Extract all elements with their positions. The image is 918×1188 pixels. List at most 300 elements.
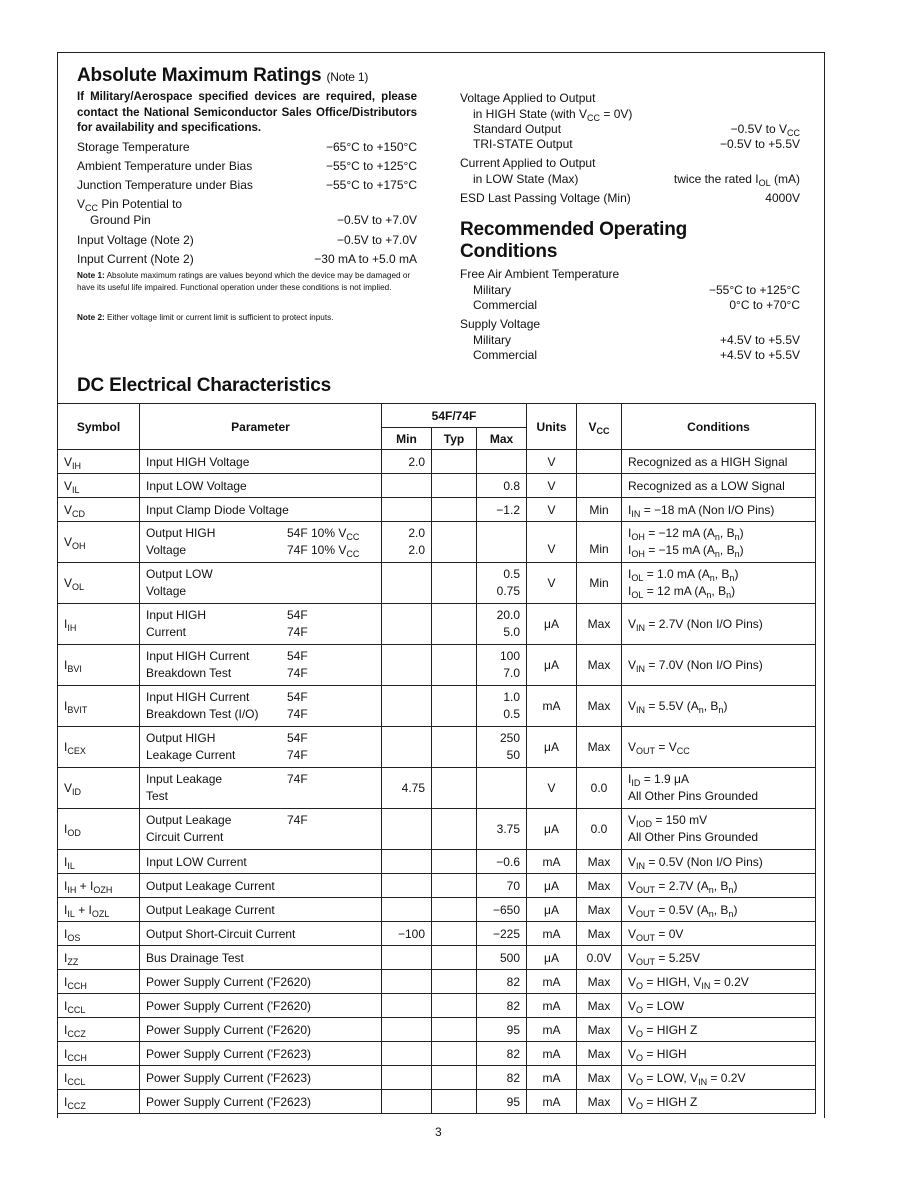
param-iod (140, 809, 382, 850)
sym-iccl2: $I_{CCL}$ (58, 1066, 140, 1090)
param-vid-2: Test (146, 789, 169, 803)
typ-ibvi (432, 645, 477, 686)
cond-iil-text: = 0.5V (Non I/O Pins) (648, 854, 763, 869)
dev-ibvi-2: 74F (287, 666, 308, 680)
sym-icch2: $I_{CCH}$ (58, 1042, 140, 1066)
max-vih (477, 450, 527, 474)
typ-icch2 (432, 1042, 477, 1066)
param-izz: Bus Drainage Test (140, 946, 382, 970)
cond-iil: $V_{IN} = 0.5V$ (Non I/O Pins) (622, 850, 816, 874)
param-ibvit (140, 686, 382, 727)
param-voh-line1 (146, 525, 375, 542)
header-parameter: Parameter (140, 404, 382, 450)
vcc-ibvit: Max (577, 686, 622, 727)
cond-iccl2-text: = LOW, (646, 1070, 687, 1085)
row-vid (58, 768, 816, 809)
input-current-row (77, 252, 417, 266)
min-iozh (382, 874, 432, 898)
storage-value: −65°C to +150°C (326, 140, 417, 154)
cond-iod-1: $V_{IOD} = 150$ mV (628, 813, 708, 829)
max-iozl: −650 (477, 898, 527, 922)
param-iih (140, 604, 382, 645)
param-ibvi-line1 (146, 648, 375, 665)
cond-voh-1-text: = −12 mA (A (648, 526, 715, 540)
param-ibvi-line2 (146, 665, 375, 682)
typ-icex (432, 727, 477, 768)
typ-vih (432, 450, 477, 474)
dev-icex-2: 74F (287, 748, 308, 762)
param-iozh: Output Leakage Current (140, 874, 382, 898)
cond-iccz2: $V_O$ = HIGH Z (622, 1090, 816, 1114)
cond-iccl2-text-b: = 0.2V (710, 1070, 746, 1085)
cond-ios: $V_{OUT} = 0V$ (622, 922, 816, 946)
dev-vid: 74F (287, 772, 308, 786)
min-voh-2: 2.0 (408, 543, 425, 557)
min-icch2 (382, 1042, 432, 1066)
note-1-label: Note 1: (77, 271, 105, 280)
sym-izz: $I_{ZZ}$ (58, 946, 140, 970)
sym-voh: $V_{OH}$ (58, 522, 140, 563)
com-volt-row (473, 348, 800, 362)
param-iccz2: Power Supply Current ('F2623) (140, 1090, 382, 1114)
cond-iccz1: $V_O$ = HIGH Z (622, 1018, 816, 1042)
max-ibvi (477, 645, 527, 686)
cao-value-text: twice the rated (673, 172, 752, 186)
param-vid (140, 768, 382, 809)
param-icex-line1 (146, 730, 375, 747)
param-iccl1: Power Supply Current ('F2620) (140, 994, 382, 1018)
cond-vol (622, 563, 816, 604)
param-iccz1: Power Supply Current ('F2620) (140, 1018, 382, 1042)
sym-vol: $V_{OL}$ (58, 563, 140, 604)
units-vil: V (527, 474, 577, 498)
row-iih (58, 604, 816, 645)
cond-vid (622, 768, 816, 809)
cond-iccl2: $V_O$ = LOW, $V_{IN} = 0.2V$ (622, 1066, 816, 1090)
input-voltage-label: Input Voltage (Note 2) (77, 233, 194, 247)
typ-iccz2 (432, 1090, 477, 1114)
param-vid-1: Input Leakage (146, 772, 223, 786)
max-ibvit-1: 1.0 (503, 690, 520, 704)
cond-vol-1: $I_{OL} = 1.0$ mA ($A_n$, $B_n$) (628, 567, 739, 583)
dev-iih-2: 74F (287, 625, 308, 639)
cond-icex-text: = (658, 739, 666, 754)
param-vol-2: Voltage (146, 584, 187, 598)
cond-iccl1: $V_O$ = LOW (622, 994, 816, 1018)
cond-iozh: $V_{OUT} = 2.7V$ ($A_n$, $B_n$) (622, 874, 816, 898)
row-icex (58, 727, 816, 768)
units-vih: V (527, 450, 577, 474)
cao-label2: in LOW State (Max) (473, 172, 579, 186)
param-ibvit-2: Breakdown Test (I/O) (146, 707, 259, 721)
max-ios: −225 (477, 922, 527, 946)
dev-iod: 74F (287, 813, 308, 827)
min-vil (382, 474, 432, 498)
vcc-ibvi: Max (577, 645, 622, 686)
min-vid: 4.75 (382, 768, 432, 809)
note-2 (77, 312, 417, 324)
typ-vid (432, 768, 477, 809)
row-iozh (58, 874, 816, 898)
typ-iozh (432, 874, 477, 898)
vcc-iil: Max (577, 850, 622, 874)
param-ibvit-line2 (146, 706, 375, 723)
cao-label1: Current Applied to Output (460, 156, 596, 170)
com-volt-value: +4.5V to +5.5V (719, 348, 800, 362)
cond-iccz1-text: = HIGH Z (646, 1022, 698, 1037)
max-ibvi-1: 100 (499, 649, 520, 663)
min-iozl (382, 898, 432, 922)
tri-row (473, 137, 800, 151)
cond-iccz2-text: = HIGH Z (646, 1094, 698, 1109)
dc-header-row-1 (58, 404, 816, 428)
sym-ibvi: $I_{BVI}$ (58, 645, 140, 686)
min-iccz1 (382, 1018, 432, 1042)
header-typ: Typ (432, 428, 477, 450)
units-iih: μA (527, 604, 577, 645)
cao-row (473, 172, 800, 186)
std-output-value: −0.5V to $V_{CC}$ (730, 122, 800, 138)
max-iccl1: 82 (477, 994, 527, 1018)
vcc-pin-value: −0.5V to +7.0V (336, 213, 417, 227)
com-temp-row (473, 298, 800, 312)
units-vol: V (527, 563, 577, 604)
param-iil: Input LOW Current (140, 850, 382, 874)
typ-voh (432, 522, 477, 563)
param-iccl2: Power Supply Current ('F2623) (140, 1066, 382, 1090)
max-icch1: 82 (477, 970, 527, 994)
units-voh: V (527, 522, 577, 563)
min-voh-1: 2.0 (408, 526, 425, 540)
units-ios: mA (527, 922, 577, 946)
min-iccl2 (382, 1066, 432, 1090)
ambient-row (77, 159, 417, 173)
junction-value: −55°C to +175°C (326, 178, 417, 192)
row-iod (58, 809, 816, 850)
sym-iccz1: $I_{CCZ}$ (58, 1018, 140, 1042)
tri-label: TRI-STATE Output (473, 137, 573, 151)
cao-value-unit: (mA) (774, 172, 800, 186)
mil-volt-label: Military (473, 333, 511, 347)
sym-icex: $I_{CEX}$ (58, 727, 140, 768)
vcc-vih (577, 450, 622, 474)
max-icch2: 82 (477, 1042, 527, 1066)
typ-vol (432, 563, 477, 604)
vcc-pin-label1-text: Pin Potential to (101, 197, 183, 211)
units-iccl1: mA (527, 994, 577, 1018)
min-vih: 2.0 (382, 450, 432, 474)
typ-izz (432, 946, 477, 970)
header-max: Max (477, 428, 527, 450)
vcc-izz: 0.0V (577, 946, 622, 970)
header-conditions: Conditions (622, 404, 816, 450)
dev-voh-2-text: 74F 10% (287, 543, 336, 557)
vcc-icch1: Max (577, 970, 622, 994)
mil-temp-row (473, 283, 800, 297)
param-voh-2: Voltage (146, 543, 187, 557)
min-iih (382, 604, 432, 645)
cond-icex: $V_{OUT} = V_{CC}$ (622, 727, 816, 768)
cond-ibvit: $V_{IN} = 5.5V$ ($A_n$, $B_n$) (622, 686, 816, 727)
sym-iozl: $I_{IL} + I_{OZL}$ (58, 898, 140, 922)
sym-vil: $V_{IL}$ (58, 474, 140, 498)
cond-vcd-text: = −18 mA (Non I/O Pins) (643, 502, 775, 517)
header-symbol: Symbol (58, 404, 140, 450)
param-icex-2: Leakage Current (146, 748, 236, 762)
dev-ibvit-1: 54F (287, 690, 308, 704)
vcc-icex: Max (577, 727, 622, 768)
sym-vcd: $V_{CD}$ (58, 498, 140, 522)
mil-volt-row (473, 333, 800, 347)
vcc-pin-row (77, 213, 417, 227)
military-note: If Military/Aerospace specified devices are required, please contact the National Semiconductor Sales Office/Distributors for availability and specifications. (77, 91, 417, 134)
sym-iod: $I_{OD}$ (58, 809, 140, 850)
cond-iccl1-text: = LOW (646, 998, 685, 1013)
vao-label2: in HIGH State (with $V_{CC} = 0V$) (473, 107, 633, 123)
max-iih (477, 604, 527, 645)
abs-max-title-text: Absolute Maximum Ratings (77, 65, 322, 86)
cond-izz-text: = 5.25V (658, 950, 701, 965)
cond-icch1-text-b: = 0.2V (713, 974, 749, 989)
max-iod: 3.75 (477, 809, 527, 850)
vao-label1: Voltage Applied to Output (460, 91, 596, 105)
units-iccz2: mA (527, 1090, 577, 1114)
cond-izz: $V_{OUT} = 5.25V$ (622, 946, 816, 970)
sym-icch1: $I_{CCH}$ (58, 970, 140, 994)
std-output-row (473, 122, 800, 136)
input-current-value: −30 mA to +5.0 mA (314, 252, 417, 266)
min-iccl1 (382, 994, 432, 1018)
cond-voh (622, 522, 816, 563)
min-icex (382, 727, 432, 768)
dev-ibvi-1: 54F (287, 649, 308, 663)
vcc-iccl2: Max (577, 1066, 622, 1090)
row-vcd (58, 498, 816, 522)
note-1-text: Absolute maximum ratings are values beyond which the device may be damaged or have its useful life impaired. Functional operation under these conditions is not implied. (77, 271, 411, 292)
param-ibvi (140, 645, 382, 686)
dc-table (57, 403, 816, 1114)
vcc-vid: 0.0 (577, 768, 622, 809)
row-voh (58, 522, 816, 563)
dev-voh-1-text: 54F 10% (287, 526, 336, 540)
typ-iccz1 (432, 1018, 477, 1042)
min-iil (382, 850, 432, 874)
max-vid (477, 768, 527, 809)
param-icch2: Power Supply Current ('F2623) (140, 1042, 382, 1066)
row-icch1 (58, 970, 816, 994)
max-voh (477, 522, 527, 563)
typ-ibvit (432, 686, 477, 727)
max-iozh: 70 (477, 874, 527, 898)
cao-value: twice the rated $I_{OL}$ (mA) (673, 172, 800, 188)
cond-voh-1: $I_{OH} = -12$ mA ($A_n$, $B_n$) (628, 526, 744, 542)
min-ios: −100 (382, 922, 432, 946)
cond-vih: Recognized as a HIGH Signal (622, 450, 816, 474)
vao-label2-text: in HIGH State (with (473, 107, 576, 121)
cond-icch1-text: = HIGH, (646, 974, 691, 989)
input-current-label: Input Current (Note 2) (77, 252, 194, 266)
typ-vil (432, 474, 477, 498)
std-output-label: Standard Output (473, 122, 562, 136)
units-izz: μA (527, 946, 577, 970)
sym-iccz2: $I_{CCZ}$ (58, 1090, 140, 1114)
row-ibvit (58, 686, 816, 727)
row-iil (58, 850, 816, 874)
row-vil (58, 474, 816, 498)
input-voltage-value: −0.5V to +7.0V (336, 233, 417, 247)
cond-voh-2: $I_{OH} = -15$ mA ($A_n$, $B_n$) (628, 543, 744, 559)
max-ibvit-2: 0.5 (503, 707, 520, 721)
param-ibvi-1: Input HIGH Current (146, 649, 250, 663)
row-ibvi (58, 645, 816, 686)
max-icex-1: 250 (499, 731, 520, 745)
row-icch2 (58, 1042, 816, 1066)
row-iozl (58, 898, 816, 922)
units-ibvi: μA (527, 645, 577, 686)
note-1 (77, 270, 417, 293)
tri-value: −0.5V to +5.5V (719, 137, 800, 151)
max-iih-2: 5.0 (503, 625, 520, 639)
param-icex (140, 727, 382, 768)
row-vih (58, 450, 816, 474)
cond-icch2: $V_O$ = HIGH (622, 1042, 816, 1066)
units-iozh: μA (527, 874, 577, 898)
cond-vol-2: $I_{OL} = 12$ mA ($A_n$, $B_n$) (628, 584, 736, 600)
param-ibvi-2: Breakdown Test (146, 666, 232, 680)
param-voh-line2 (146, 542, 375, 559)
row-ios (58, 922, 816, 946)
param-voh-1: Output HIGH (146, 526, 216, 540)
sym-iozh: $I_{IH} + I_{OZH}$ (58, 874, 140, 898)
cond-ios-text: = 0V (658, 926, 684, 941)
max-ibvi-2: 7.0 (503, 666, 520, 680)
cond-vil: Recognized as a LOW Signal (622, 474, 816, 498)
mil-volt-value: +4.5V to +5.5V (719, 333, 800, 347)
faat-label: Free Air Ambient Temperature (460, 267, 620, 281)
dc-title: DC Electrical Characteristics (77, 375, 331, 396)
vcc-iih: Max (577, 604, 622, 645)
mil-temp-label: Military (473, 283, 511, 297)
cond-iozh-text: = 2.7V (A (658, 878, 709, 893)
param-vil: Input LOW Voltage (140, 474, 382, 498)
com-volt-label: Commercial (473, 348, 538, 362)
vcc-iozl: Max (577, 898, 622, 922)
typ-vcd (432, 498, 477, 522)
cond-vcd: $I_{IN} = -18$ mA (Non I/O Pins) (622, 498, 816, 522)
row-vol (58, 563, 816, 604)
param-icch1: Power Supply Current ('F2620) (140, 970, 382, 994)
vcc-pin-label2: Ground Pin (90, 213, 151, 227)
sym-iih: $I_{IH}$ (58, 604, 140, 645)
rec-title: Recommended Operating Conditions (460, 219, 688, 262)
vcc-iccz2: Max (577, 1090, 622, 1114)
vcc-vol: Min (577, 563, 622, 604)
units-iozl: μA (527, 898, 577, 922)
units-icch2: mA (527, 1042, 577, 1066)
cond-vid-1-text: = 1.9 μA (643, 772, 689, 786)
row-izz (58, 946, 816, 970)
param-voh (140, 522, 382, 563)
cond-vid-2: All Other Pins Grounded (628, 789, 759, 803)
esd-label: ESD Last Passing Voltage (Min) (460, 191, 631, 205)
param-icex-1: Output HIGH (146, 731, 216, 745)
max-iih-1: 20.0 (496, 608, 520, 622)
cond-iih-text: = 2.7V (Non I/O Pins) (648, 616, 763, 631)
storage-row (77, 140, 417, 154)
param-iod-2: Circuit Current (146, 830, 224, 844)
units-ibvit: mA (527, 686, 577, 727)
cond-vol-2-text: = 12 mA (A (646, 584, 707, 598)
junction-row (77, 178, 417, 192)
param-vcd: Input Clamp Diode Voltage (140, 498, 382, 522)
max-icex (477, 727, 527, 768)
sym-ios: $I_{OS}$ (58, 922, 140, 946)
cond-iih: $V_{IN} = 2.7V$ (Non I/O Pins) (622, 604, 816, 645)
cond-ibvit-text: = 5.5V (A (648, 698, 699, 713)
std-output-value-text: −0.5V to (730, 122, 776, 136)
min-ibvi (382, 645, 432, 686)
vcc-vcd: Min (577, 498, 622, 522)
vcc-pin-label1: $V_{CC}$ Pin Potential to (77, 197, 183, 213)
dev-icex-1: 54F (287, 731, 308, 745)
param-iih-line2 (146, 624, 375, 641)
sym-iil: $I_{IL}$ (58, 850, 140, 874)
sym-vih: $V_{IH}$ (58, 450, 140, 474)
vcc-ios: Max (577, 922, 622, 946)
typ-icch1 (432, 970, 477, 994)
dev-ibvit-2: 74F (287, 707, 308, 721)
sym-ibvit: $I_{BVIT}$ (58, 686, 140, 727)
max-ibvit (477, 686, 527, 727)
vcc-iccz1: Max (577, 1018, 622, 1042)
vcc-iod: 0.0 (577, 809, 622, 850)
typ-iccl1 (432, 994, 477, 1018)
units-iod: μA (527, 809, 577, 850)
typ-iil (432, 850, 477, 874)
vcc-vil (577, 474, 622, 498)
units-vcd: V (527, 498, 577, 522)
supply-label: Supply Voltage (460, 317, 541, 331)
cond-iozl: $V_{OUT} = 0.5V$ ($A_n$, $B_n$) (622, 898, 816, 922)
cond-vid-1: $I_{ID} = 1.9$ μA (628, 772, 689, 788)
page-number: 3 (435, 1125, 442, 1139)
max-vol-1: 0.5 (503, 567, 520, 581)
param-iih-line1 (146, 607, 375, 624)
units-iil: mA (527, 850, 577, 874)
cond-ibvi: $V_{IN} = 7.0V$ (Non I/O Pins) (622, 645, 816, 686)
min-icch1 (382, 970, 432, 994)
com-temp-label: Commercial (473, 298, 538, 312)
vcc-voh: Min (577, 522, 622, 563)
param-vol-1: Output LOW (146, 567, 213, 581)
max-izz: 500 (477, 946, 527, 970)
max-vol-2: 0.75 (496, 584, 520, 598)
vcc-iccl1: Max (577, 994, 622, 1018)
param-ibvit-line1 (146, 689, 375, 706)
param-vol (140, 563, 382, 604)
sym-iccl1: $I_{CCL}$ (58, 994, 140, 1018)
cond-icch1: $V_O$ = HIGH, $V_{IN} = 0.2V$ (622, 970, 816, 994)
note-2-label: Note 2: (77, 313, 105, 322)
units-iccl2: mA (527, 1066, 577, 1090)
com-temp-value: 0°C to +70°C (729, 298, 800, 312)
dev-voh-2: 74F 10% $V_{CC}$ (287, 543, 360, 559)
max-vil: 0.8 (477, 474, 527, 498)
vcc-icch2: Max (577, 1042, 622, 1066)
param-icex-line2 (146, 747, 375, 764)
dev-iih-1: 54F (287, 608, 308, 622)
param-vih: Input HIGH Voltage (140, 450, 382, 474)
